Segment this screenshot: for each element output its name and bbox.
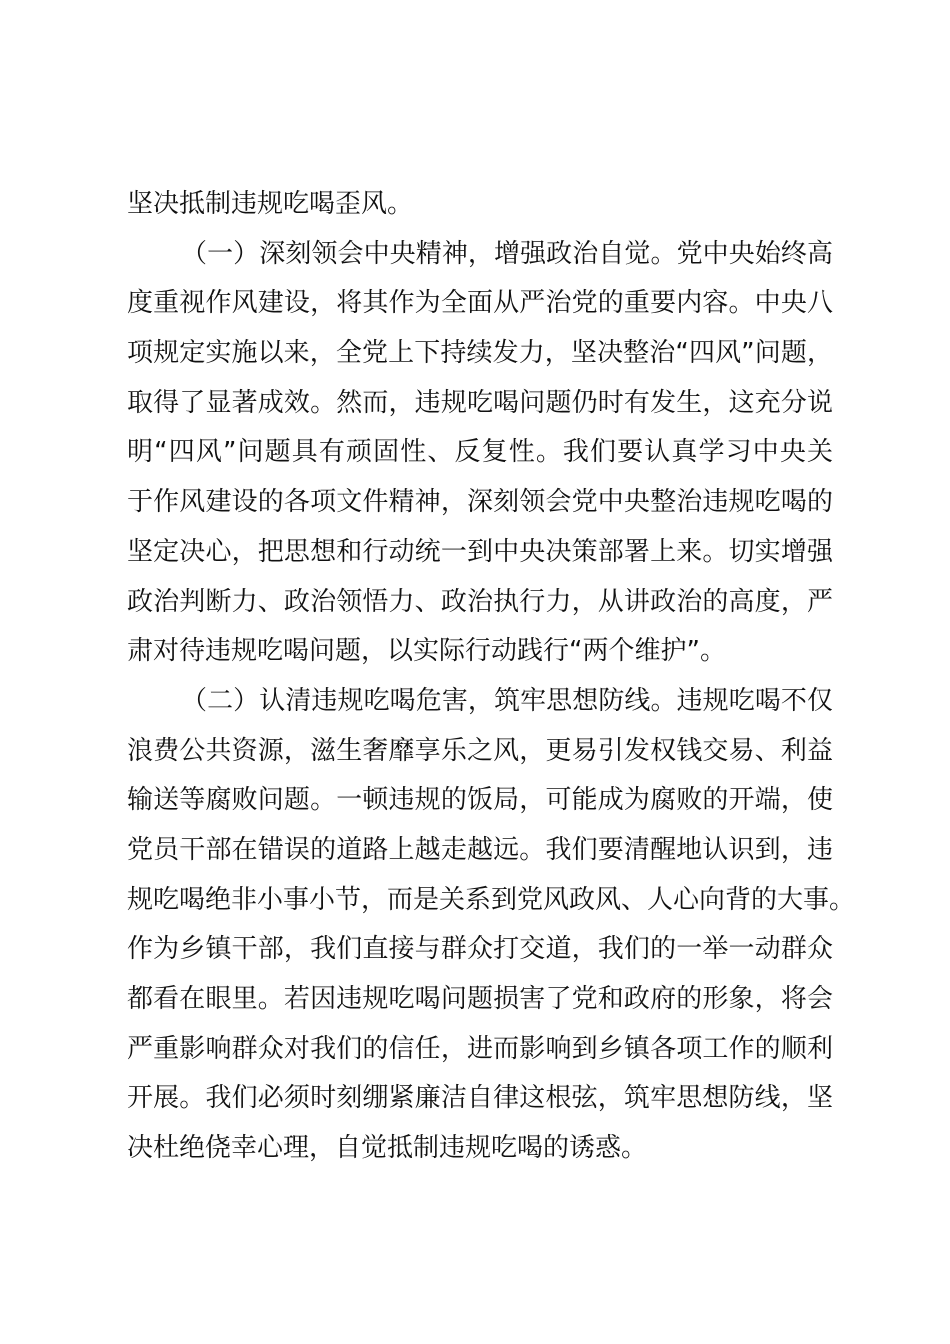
text-line: 于作风建设的各项文件精神，深刻领会党中央整治违规吃喝的 [127,487,833,518]
text-line: 都看在眼里。若因违规吃喝问题损害了党和政府的形象，将会 [127,984,833,1014]
text-line: （二）认清违规吃喝危害，筑牢思想防线。违规吃喝不仅 [181,685,833,716]
text-line: 度重视作风建设，将其作为全面从严治党的重要内容。中央八 [127,288,833,319]
text-line: 严重影响群众对我们的信任，进而影响到乡镇各项工作的顺利 [127,1033,833,1064]
body-text [127,180,856,1174]
text-line: 坚决抵制违规吃喝歪风。 [127,189,414,219]
text-line: （一）深刻领会中央精神，增强政治自觉。党中央始终高 [181,238,833,269]
text-line: 取得了显著成效。然而，违规吃喝问题仍时有发生，这充分说 [127,387,833,418]
text-line: 坚定决心，把思想和行动统一到中央决策部署上来。切实增强 [127,536,833,567]
text-line: 政治判断力、政治领悟力、政治执行力，从讲政治的高度，严 [127,586,833,617]
text-line: 规吃喝绝非小事小节，而是关系到党风政风、人心向背的大事。 [127,884,856,915]
text-line: 决杜绝侥幸心理，自觉抵制违规吃喝的诱惑。 [127,1133,648,1164]
text-line: 党员干部在错误的道路上越走越远。我们要清醒地认识到，违 [127,834,833,865]
text-line: 作为乡镇干部，我们直接与群众打交道，我们的一举一动群众 [127,934,833,965]
text-line: 肃对待违规吃喝问题，以实际行动践行“两个维护”。 [127,636,726,667]
text-line: 项规定实施以来，全党上下持续发力，坚决整治“四风”问题， [127,338,833,369]
text-line: 明“四风”问题具有顽固性、反复性。我们要认真学习中央关 [127,437,833,468]
text-line: 开展。我们必须时刻绷紧廉洁自律这根弦，筑牢思想防线，坚 [127,1083,833,1114]
text-line: 输送等腐败问题。一顿违规的饭局，可能成为腐败的开端，使 [127,785,833,816]
text-line: 浪费公共资源，滋生奢靡享乐之风，更易引发权钱交易、利益 [127,735,833,766]
